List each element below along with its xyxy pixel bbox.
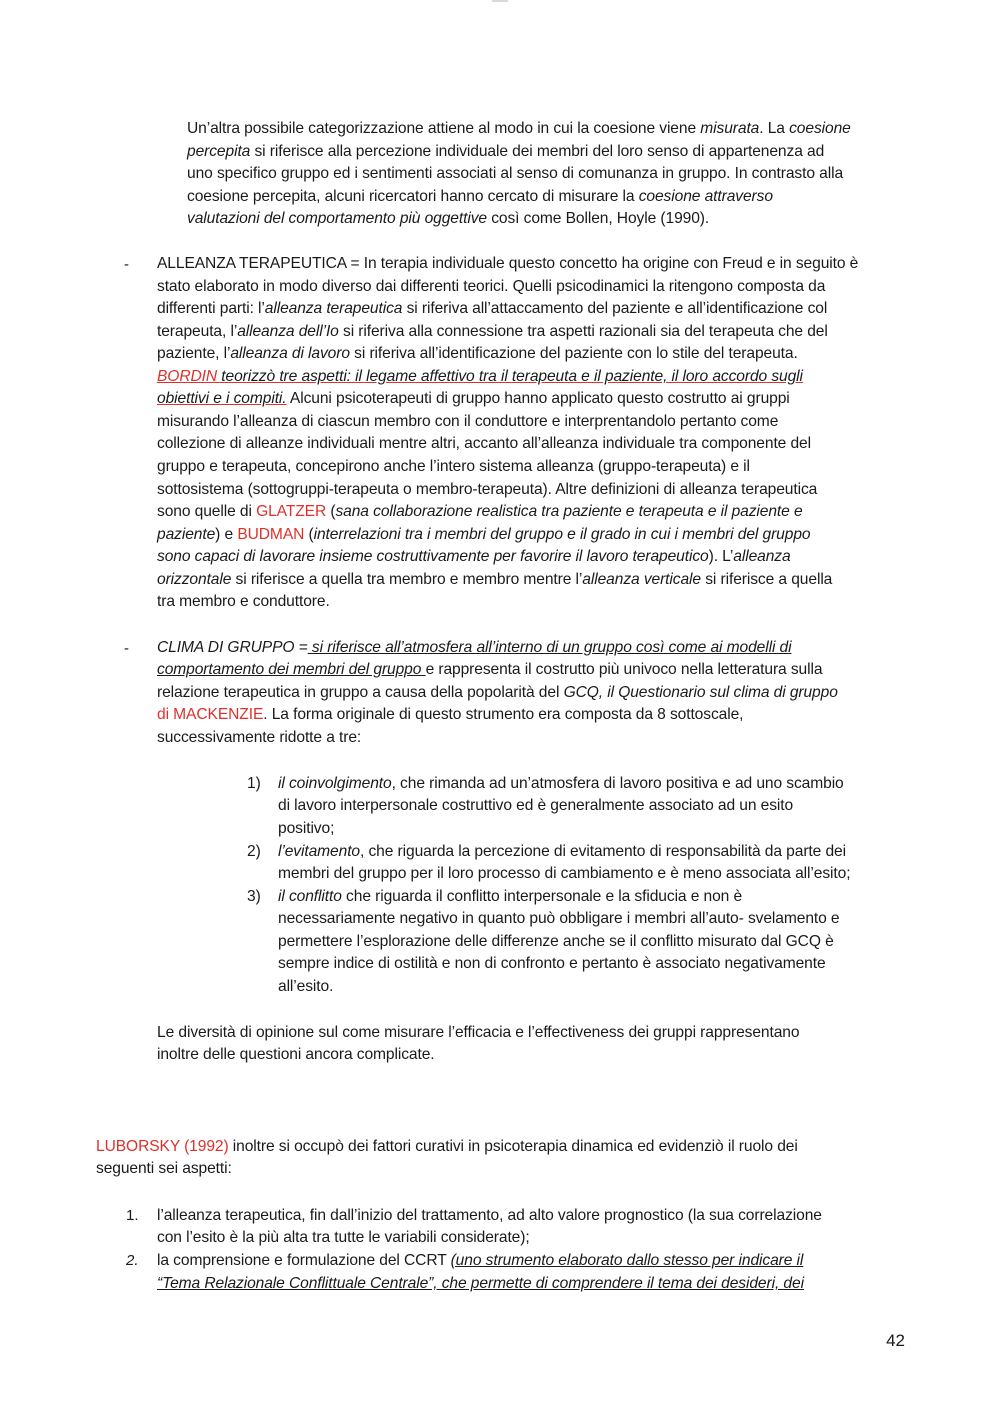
bullet-marker: -: [124, 640, 129, 657]
bullet-marker: -: [124, 256, 129, 273]
author-budman: BUDMAN: [237, 526, 305, 543]
top-mark: [492, 0, 508, 2]
page-number: 42: [886, 1331, 905, 1350]
author-glatzer: GLATZER: [256, 503, 327, 520]
author-luborsky: LUBORSKY (1992): [96, 1138, 229, 1155]
author-mackenzie: di MACKENZIE: [157, 706, 264, 723]
document-page: Un’altra possibile categorizzazione attiene al modo in cui la coesione viene misurata. La coesione percepita si riferisce alla percezione individuale dei membri del loro senso di appartenenza ad uno specifico gruppo ed i sentimenti associati al senso di comunanza in gruppo. In contrasto alla coesione percepita, alcuni ricercatori hanno cercato di misurare la coesione attraverso valutazioni del comportamento più oggettive così come Bollen, Hoyle (1990). - ALLEANZA TERAPEUTICA = In terapia individuale questo concetto ha origine con Freud e in seguito è stato elaborato in modo diverso dai differenti teorici. Quelli psicodinamici la ritengono composta da differenti parti: l’alleanza terapeutica si riferiva all’attaccamento del paziente e all’identificazione col terapeuta, l’alleanza dell’Io si riferiva alla connessione tra aspetti razionali sia del terapeuta che del paziente, l’alleanza di lavoro si riferiva all’identificazione del paziente con lo stile del terapeuta. BORDIN teorizzò tre aspetti: il legame affettivo tra il terapeuta e il paziente, il loro accordo sugli obiettivi e i compiti. Alcuni psicoterapeuti di gruppo hanno applicato questo costrutto ai gruppi misurando l’alleanza di ciascun membro con il conduttore e interprentandolo pertanto come collezione di alleanze individuali mentre altri, accanto all’alleanza individuale tra componente del gruppo e terapeuta, concepirono anche l’intero sistema alleanza (gruppo-terapeuta) e il sottosistema (sottogruppi-terapeuta o membro-terapeuta). Altre definizioni di alleanza terapeutica sono quelle di GLATZER (sana collaborazione realistica tra paziente e terapeuta e il paziente e paziente) e BUDMAN (interrelazioni tra i membri del gruppo e il grado in cui i membri del gruppo sono capaci di lavorare insieme costruttivamente per favorire il lavoro terapeutico). L’alleanza orizzontale si riferisce a quella tra membro e membro mentre l’alleanza verticale si riferisce a quella tra membro e conduttore. - CLIMA DI GRUPPO = si riferisce all’atmosfera all’interno di un gruppo così come ai modelli di comportamento dei membri del gruppo e rappresenta il costrutto più univoco nella letteratura sulla relazione terapeutica in gruppo a causa della popolarità del GCQ, il Questionario sul clima di gruppo di MACKENZIE. La forma originale di questo strumento era composta da 8 sottoscale, successivamente ridotte a tre: 1) il coinvolgimento, che rimanda ad un’atmosfera di lavoro positiva e ad uno scambio di lavoro interpersonale costruttivo ed è generalmente associato ad un esito positivo; 2) l’evitamento, che riguarda la percezione di evitamento di responsabilità da parte dei membri del gruppo per il loro processo di cambiamento e è meno associata all’esito; 3) il conflitto che riguarda il conflitto interpersonale e la sfiducia e non è necessariamente negativo in quanto può obbligare i membri all’auto- svelamento e permettere l’esplorazione delle differenze anche se il conflitto misurato dal GCQ è sempre indice di ostilità e non di confronto e pertanto è associato negativamente all’esito. Le diversità di opinione sul come misurare l’efficacia e l’effectiveness dei gruppi rappresentano inoltre delle questioni ancora complicate. LUBORSKY (1992) inoltre si occupò dei fattori curativi in psicoterapia dinamica ed evidenziò il ruolo dei seguenti sei aspetti: 1. l’alleanza terapeutica, fin dall’inizio del trattamento, ad alto valore prognostico (la sua correlazione con l’esito è la più alta tra tutte le variabili considerate); 2. la comprensione e formulazione del CCRT (uno strumento elaborato dallo stesso per indicare il “Tema Relazionale Conflittuale Centrale”, che permette di comprendere il tema dei desideri, dei 42: [0, 0, 1000, 1414]
author-bordin: BORDIN: [157, 368, 218, 385]
